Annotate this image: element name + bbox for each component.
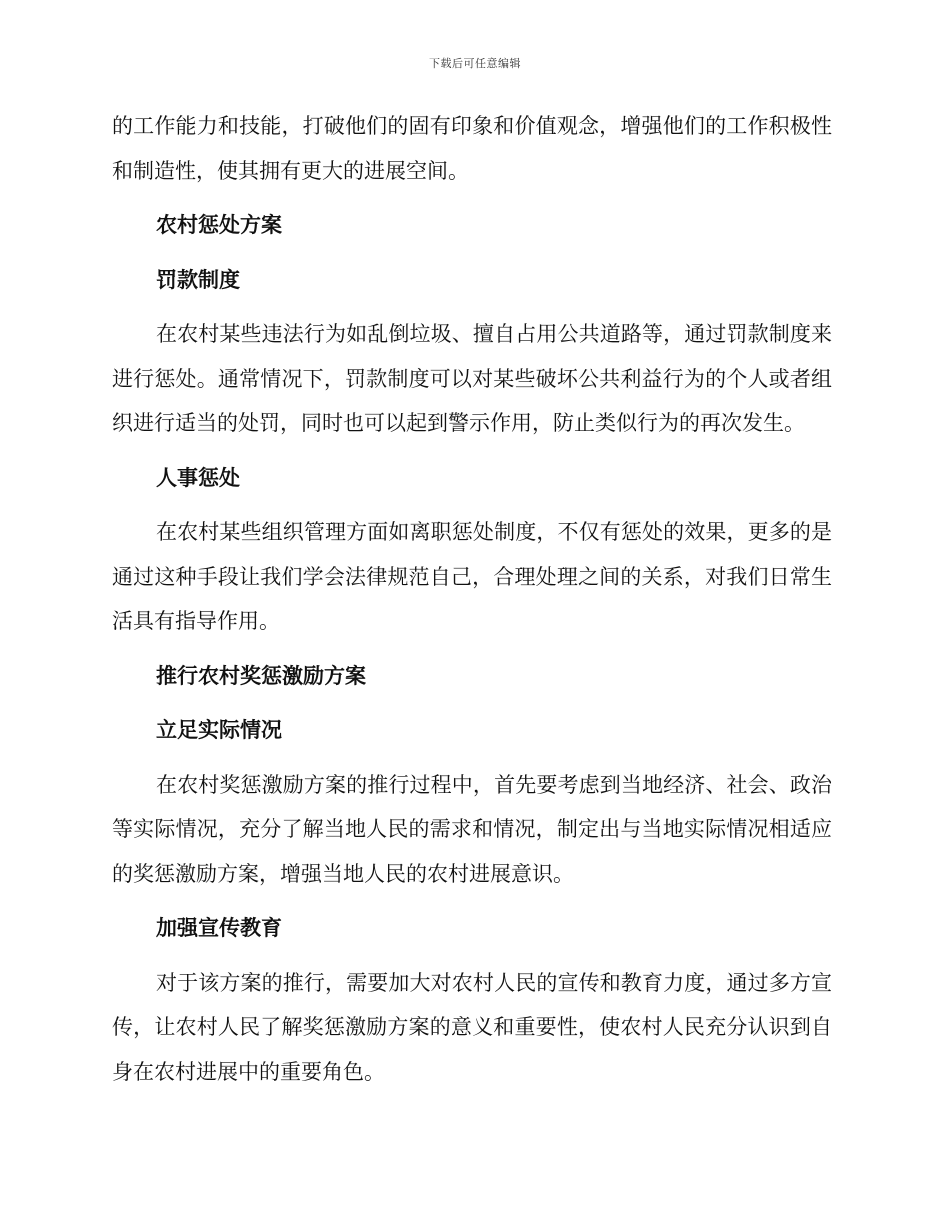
section-heading-promote: 推行农村奖惩激励方案 [156,662,366,688]
personnel-punishment-paragraph: 在农村某些组织管理方面如离职惩处制度，不仅有惩处的效果，更多的是通过这种手段让我们学会法律规范自己，合理处理之间的关系，对我们日常生活具有指导作用。 [112,520,832,633]
fine-system-paragraph: 在农村某些违法行为如乱倒垃圾、擅自占用公共道路等，通过罚款制度来进行惩处。通常情况下，罚款制度可以对某些破坏公共利益行为的个人或者组织进行适当的处罚，同时也可以起到警示作用，防止类似行为的再次发生。 [112,322,832,435]
publicity-paragraph: 对于该方案的推行，需要加大对农村人民的宣传和教育力度，通过多方宣传，让农村人民了解奖惩激励方案的意义和重要性，使农村人民充分认识到自身在农村进展中的重要角色。 [112,970,832,1084]
subheading-fine-system: 罚款制度 [156,266,240,292]
subheading-reality: 立足实际情况 [156,717,282,742]
header-note: 下载后可任意编辑 [429,57,521,70]
reality-paragraph: 在农村奖惩激励方案的推行过程中，首先要考虑到当地经济、社会、政治等实际情况，充分了解当地人民的需求和情况，制定出与当地实际情况相适应的奖惩激励方案，增强当地人民的农村进展意识。 [112,772,832,886]
subheading-personnel-punishment: 人事惩处 [156,464,240,490]
subheading-publicity: 加强宣传教育 [156,915,282,940]
intro-paragraph: 的工作能力和技能，打破他们的固有印象和价值观念，增强他们的工作积极性和制造性，使其拥有更大的进展空间。 [112,114,832,183]
section-heading-punishment: 农村惩处方案 [156,212,282,237]
document-body [112,104,832,1104]
